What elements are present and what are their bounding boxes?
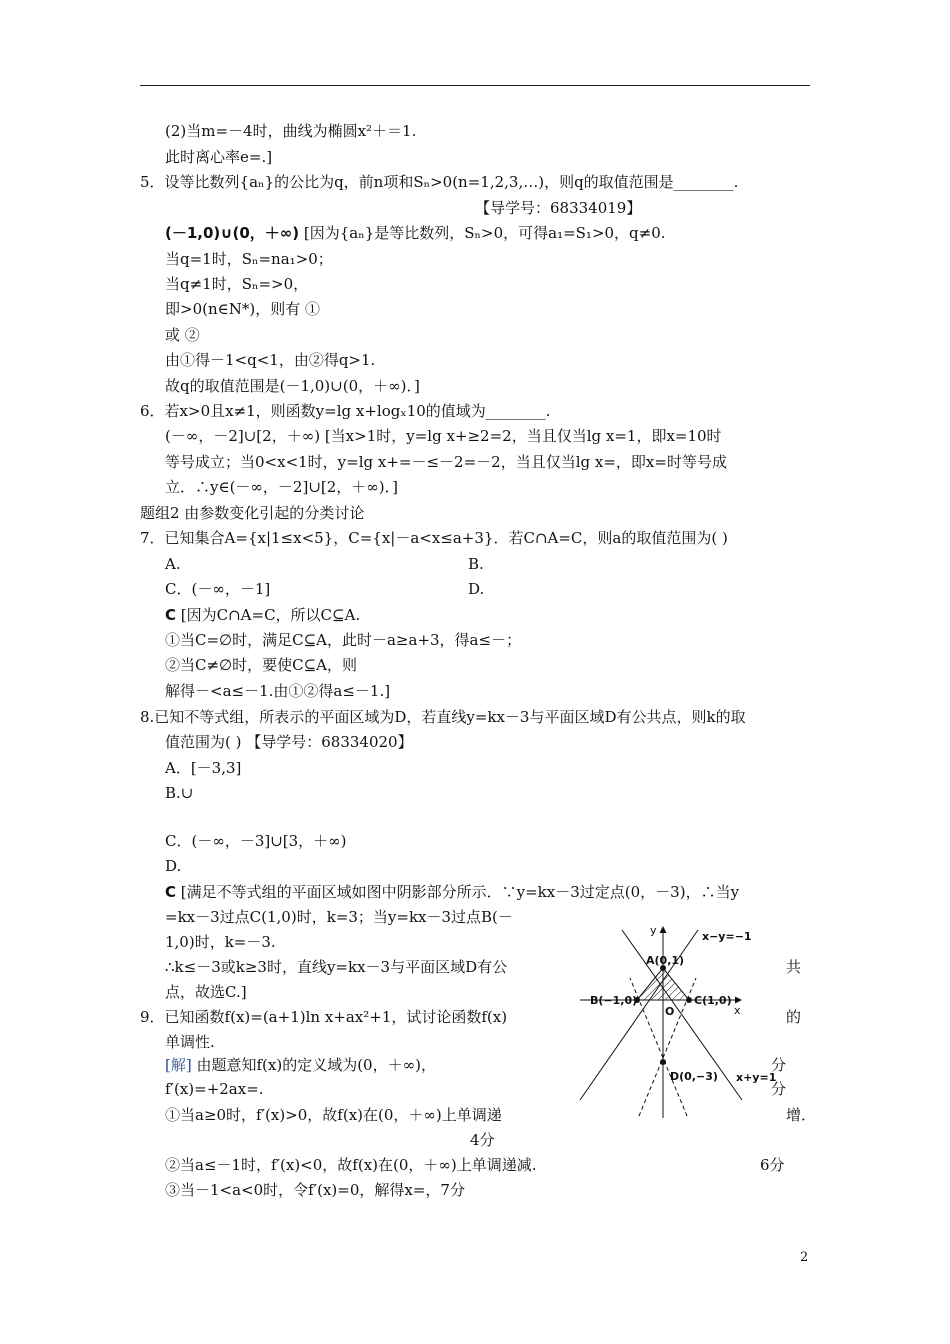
option-c: C．(－∞，－1] bbox=[165, 580, 271, 598]
text-line: ③当－1<a<0时，令f′(x)=0，解得x=，7分 bbox=[165, 1181, 465, 1199]
text-line: =kx－3过点C(1,0)时，k=3；当y=kx－3过点B(－ bbox=[165, 908, 513, 926]
text-line: 增． bbox=[786, 1106, 817, 1124]
text-line: ②当a≤－1时，f′(x)<0，故f(x)在(0，＋∞)上单调递减. bbox=[165, 1156, 537, 1174]
text-line: 共 bbox=[786, 958, 802, 976]
option-a: A．[－3,3] bbox=[165, 759, 242, 777]
text-line: 等号成立；当0<x<1时，y=lg x+=－≤－2=－2，当且仅当lg x=，即x=时等号成 bbox=[165, 453, 727, 471]
text-line: (2)当m=－4时，曲线为椭圆x²＋＝1. bbox=[165, 122, 417, 140]
point-c-dot bbox=[686, 997, 692, 1003]
text-line: 或 ② bbox=[165, 326, 200, 344]
option-b: B. bbox=[468, 555, 484, 573]
option-b: B.∪ bbox=[165, 784, 194, 802]
text-line: 由①得－1<q<1，由②得q>1. bbox=[165, 351, 376, 369]
answer-text: [满足不等式组的平面区域如图中阴影部分所示．∵y=kx－3过定点(0，－3)，∴当y bbox=[176, 883, 740, 901]
answer-5 bbox=[165, 222, 666, 244]
header-rule bbox=[140, 85, 810, 86]
line-2-label: x+y=1 bbox=[736, 1071, 777, 1084]
text-line: 立．∴y∈(－∞，－2]∪[2，＋∞)．] bbox=[165, 478, 398, 496]
text-line: 1,0)时，k=－3. bbox=[165, 933, 276, 951]
option-d: D. bbox=[165, 857, 182, 875]
text-line: ∴k≤－3或k≥3时，直线y=kx－3与平面区域D有公 bbox=[165, 958, 508, 976]
question-8: 8.已知不等式组，所表示的平面区域为D，若直线y=kx－3与平面区域D有公共点，则k的取 bbox=[140, 708, 746, 726]
text-line: 此时离心率e=.] bbox=[165, 148, 273, 166]
solution-text: 由题意知f(x)的定义域为(0，＋∞)， bbox=[191, 1056, 436, 1074]
text-line: ②当C≠∅时，要使C⊆A，则 bbox=[165, 656, 357, 674]
solution-label: [解] bbox=[165, 1056, 192, 1074]
score-mark: 分 bbox=[771, 1080, 787, 1098]
option-c: C．(－∞，－3]∪[3，＋∞) bbox=[165, 832, 347, 850]
answer-8 bbox=[165, 881, 739, 903]
solution-start bbox=[165, 1054, 436, 1076]
option-d: D. bbox=[468, 580, 485, 598]
y-axis-label: y bbox=[650, 924, 657, 937]
question-7: 7．已知集合A={x|1≤x<5}，C={x|－a<x≤a+3}．若C∩A=C，则a的取值范围为( ) bbox=[140, 529, 728, 547]
answer-7 bbox=[165, 604, 360, 626]
text-line: 当q≠1时，Sₙ=>0， bbox=[165, 275, 309, 293]
answer-label: C bbox=[165, 606, 177, 624]
guide-number: 【导学号：68334019】 bbox=[475, 199, 642, 217]
question-6: 6．若x>0且x≠1，则函数y=lg x+logₓ10的值域为________. bbox=[140, 402, 551, 420]
point-a-label: A(0,1) bbox=[646, 954, 685, 967]
point-d-label: D(0,−3) bbox=[670, 1070, 718, 1083]
option-a: A. bbox=[165, 555, 181, 573]
text-line: 值范围为( ) 【导学号：68334020】 bbox=[165, 733, 413, 751]
text-line: ①当a≥0时，f′(x)>0，故f(x)在(0，＋∞)上单调递 bbox=[165, 1106, 502, 1124]
text-line: 解得－<a≤－1.由①②得a≤－1.] bbox=[165, 682, 391, 700]
text-line: 即>0(n∈N*)，则有 ① bbox=[165, 300, 320, 318]
answer-label: (－1,0)∪(0，＋∞) bbox=[165, 224, 300, 242]
text-line: 当q=1时，Sₙ=na₁>0； bbox=[165, 250, 333, 268]
question-9: 9．已知函数f(x)=(a+1)ln x+ax²+1，试讨论函数f(x) bbox=[140, 1008, 508, 1026]
page-number: 2 bbox=[800, 1250, 809, 1265]
answer-text: [因为{aₙ}是等比数列，Sₙ>0，可得a₁=S₁>0，q≠0. bbox=[299, 224, 666, 242]
text-line: ①当C=∅时，满足C⊆A，此时－a≥a+3，得a≤－； bbox=[165, 631, 522, 649]
point-d-dot bbox=[660, 1059, 666, 1065]
line-1-label: x−y=−1 bbox=[702, 930, 752, 943]
section-heading: 题组2 由参数变化引起的分类讨论 bbox=[140, 504, 365, 522]
text-line: 点，故选C.] bbox=[165, 983, 247, 1001]
answer-text: [因为C∩A=C，所以C⊆A. bbox=[176, 606, 361, 624]
region-figure bbox=[570, 918, 785, 1122]
answer-6: (－∞，－2]∪[2，＋∞) [当x>1时，y=lg x+≥2=2，当且仅当lg x=1，即x=10时 bbox=[165, 427, 722, 445]
question-5: 5．设等比数列{aₙ}的公比为q，前n项和Sₙ>0(n=1,2,3,…)，则q的取值范围是________. bbox=[140, 173, 739, 191]
x-axis-label: x bbox=[734, 1004, 741, 1017]
score-mark: 分 bbox=[771, 1056, 787, 1074]
point-c-label: C(1,0) bbox=[694, 994, 732, 1007]
text-line: 故q的取值范围是(－1,0)∪(0，＋∞)．] bbox=[165, 377, 420, 395]
origin-label: O bbox=[665, 1005, 675, 1018]
text-line: f′(x)=+2ax=. bbox=[165, 1080, 264, 1098]
text-line: 单调性. bbox=[165, 1033, 215, 1051]
score-mark: 6分 bbox=[760, 1156, 785, 1174]
answer-label: C bbox=[165, 883, 177, 901]
point-b-label: B(−1,0) bbox=[590, 994, 638, 1007]
score-mark: 4分 bbox=[470, 1131, 495, 1149]
text-line: 的 bbox=[786, 1008, 802, 1026]
